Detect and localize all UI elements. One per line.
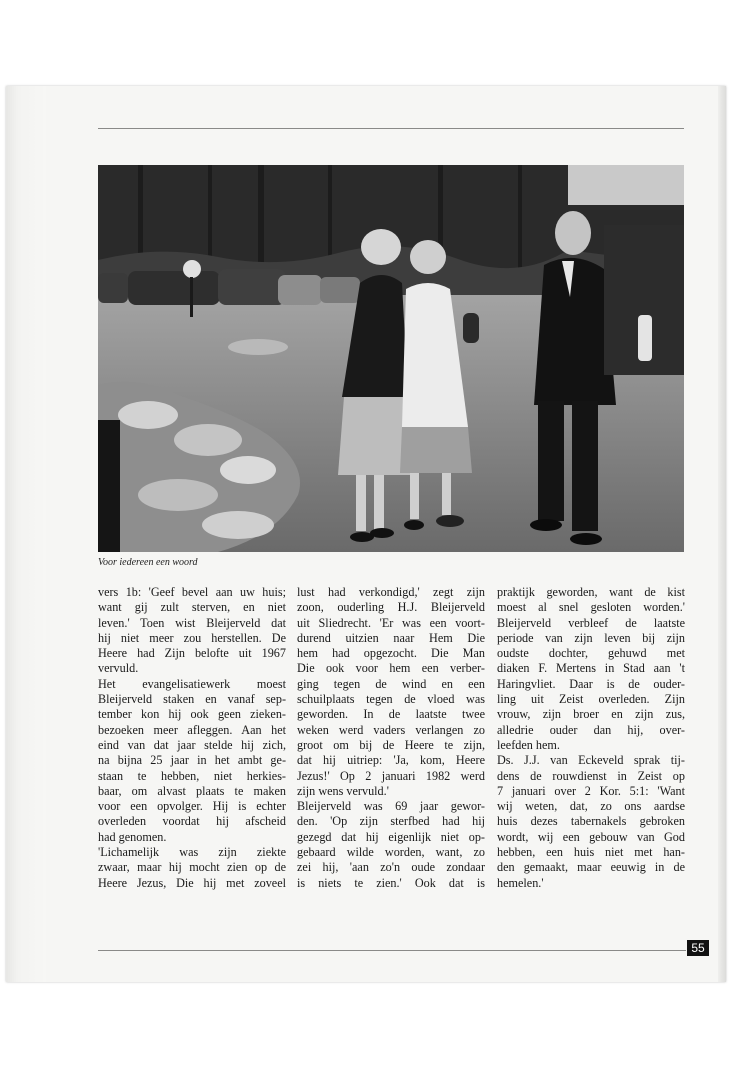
- photo-caption: Voor iedereen een woord: [98, 557, 198, 568]
- column-line: vervuld.: [98, 661, 139, 676]
- column-line: oudste dochter, gehuwd met: [497, 646, 685, 661]
- text-column-2: [297, 585, 485, 891]
- column-line: den. 'Op zijn sterfbed had hij: [297, 814, 485, 829]
- column-line: uit Sliedrecht. 'Er was een voort-: [297, 615, 485, 630]
- column-line: praktijk geworden, want de kist: [497, 585, 685, 599]
- column-line: schuilplaats tegen de vloed was: [297, 692, 485, 707]
- column-line: bezoeken meer afleggen. Aan het: [98, 722, 286, 737]
- column-line: Jezus!' Op 2 januari 1982 werd: [297, 768, 485, 783]
- column-line: zei hij, 'aan zo'n oude zondaar: [297, 860, 485, 875]
- column-line: hij niet meer zou herstellen. De: [98, 630, 286, 645]
- column-line: ging tegen de wind en een: [297, 676, 485, 691]
- text-column-1: [98, 585, 286, 891]
- top-rule: [98, 128, 684, 129]
- column-line: Haringvliet. Daar is de ouder-: [497, 676, 685, 691]
- column-line: periode van zijn leven bij zijn: [497, 630, 685, 645]
- column-line: gezegd dat hij eigenlijk niet op-: [297, 829, 485, 844]
- page-spine-shadow: [6, 86, 46, 982]
- column-line: vers 1b: 'Geef bevel aan uw huis;: [98, 585, 286, 599]
- column-line: groot om bij de Heere te zijn,: [297, 737, 485, 752]
- column-line: wij weten, dat, zo ons aardse: [497, 799, 685, 814]
- column-line: ling uit Zeist overleden. Zijn: [497, 692, 685, 707]
- lamp-post: [98, 420, 120, 552]
- bottom-rule: [98, 950, 686, 951]
- column-line: Heere had Zijn belofte uit 1967: [98, 646, 286, 661]
- column-line: Ds. J.J. van Eckeveld sprak tij-: [497, 753, 685, 768]
- page-edge: [718, 86, 726, 982]
- column-line: had genomen.: [98, 829, 167, 844]
- column-line: huis dezes tabernakels gebroken: [497, 814, 685, 829]
- column-line: moest al snel gesloten worden.': [497, 600, 685, 615]
- column-line: dat hij uitriep: 'Ja, kom, Heere: [297, 753, 485, 768]
- road-sign: [183, 260, 201, 278]
- column-line: hebben, een huis niet met han-: [497, 845, 685, 860]
- column-line: 'Lichamelijk was zijn ziekte: [98, 845, 286, 860]
- column-line: overleden voordat hij afscheid: [98, 814, 286, 829]
- column-line: Het evangelisatiewerk moest: [98, 676, 286, 691]
- column-line: leven.' Toen wist Bleijerveld dat: [98, 615, 286, 630]
- column-line: durend uitzien naar Hem Die: [297, 630, 485, 645]
- column-line: diaken F. Mertens in Stad aan 't: [497, 661, 685, 676]
- column-line: den gemaakt, maar eeuwig in de: [497, 860, 685, 875]
- page-number: 55: [687, 940, 709, 956]
- column-line: zoon, ouderling H.J. Bleijerveld: [297, 600, 485, 615]
- text-column-3: [497, 585, 685, 891]
- column-line: zwaar, maar hij mocht zien op de: [98, 860, 286, 875]
- column-line: staan te hebben, niet herkies-: [98, 768, 286, 783]
- column-line: Bleijerveld was 69 jaar gewor-: [297, 799, 485, 814]
- column-line: Bleijerveld staken en vanaf sep-: [98, 692, 286, 707]
- column-line: is niets te zien.' Ook dat is: [297, 875, 485, 890]
- column-line: zijn wens vervuld.': [297, 783, 389, 798]
- column-line: hem had opgezocht. Die Man: [297, 646, 485, 661]
- column-line: Heere Jezus, Die hij met zoveel: [98, 875, 286, 890]
- photo-illustration: [98, 165, 684, 552]
- column-line: gebaard wilde worden, want, zo: [297, 845, 485, 860]
- column-line: dens de rouwdienst in Zeist op: [497, 768, 685, 783]
- column-line: hemelen.': [497, 875, 544, 890]
- column-line: baar, om alvast plaats te maken: [98, 783, 286, 798]
- column-line: want gij zult sterven, en niet: [98, 600, 286, 615]
- column-line: lust had verkondigd,' zegt zijn: [297, 585, 485, 599]
- column-line: vrouw, zijn broer en zijn zus,: [497, 707, 685, 722]
- column-line: na bijna 25 jaar in het ambt ge-: [98, 753, 286, 768]
- column-line: 7 januari over 2 Kor. 5:1: 'Want: [497, 783, 685, 798]
- column-line: weken werd vaders verlangen zo: [297, 722, 485, 737]
- column-line: eind van dat jaar stelde hij zich,: [98, 737, 286, 752]
- column-line: leefden hem.: [497, 737, 560, 752]
- column-line: voor een opvolger. Hij is echter: [98, 799, 286, 814]
- column-line: Bleijerveld verbleef de laatste: [497, 615, 685, 630]
- column-line: alledrie ouder dan hij, over-: [497, 722, 685, 737]
- column-line: wordt, wij een gebouw van God: [497, 829, 685, 844]
- column-line: Die ook voor hem een verber-: [297, 661, 485, 676]
- column-line: tember kon hij ook geen zieken-: [98, 707, 286, 722]
- photo: [98, 165, 684, 552]
- column-line: geworden. In de laatste twee: [297, 707, 485, 722]
- scooter: [638, 315, 652, 361]
